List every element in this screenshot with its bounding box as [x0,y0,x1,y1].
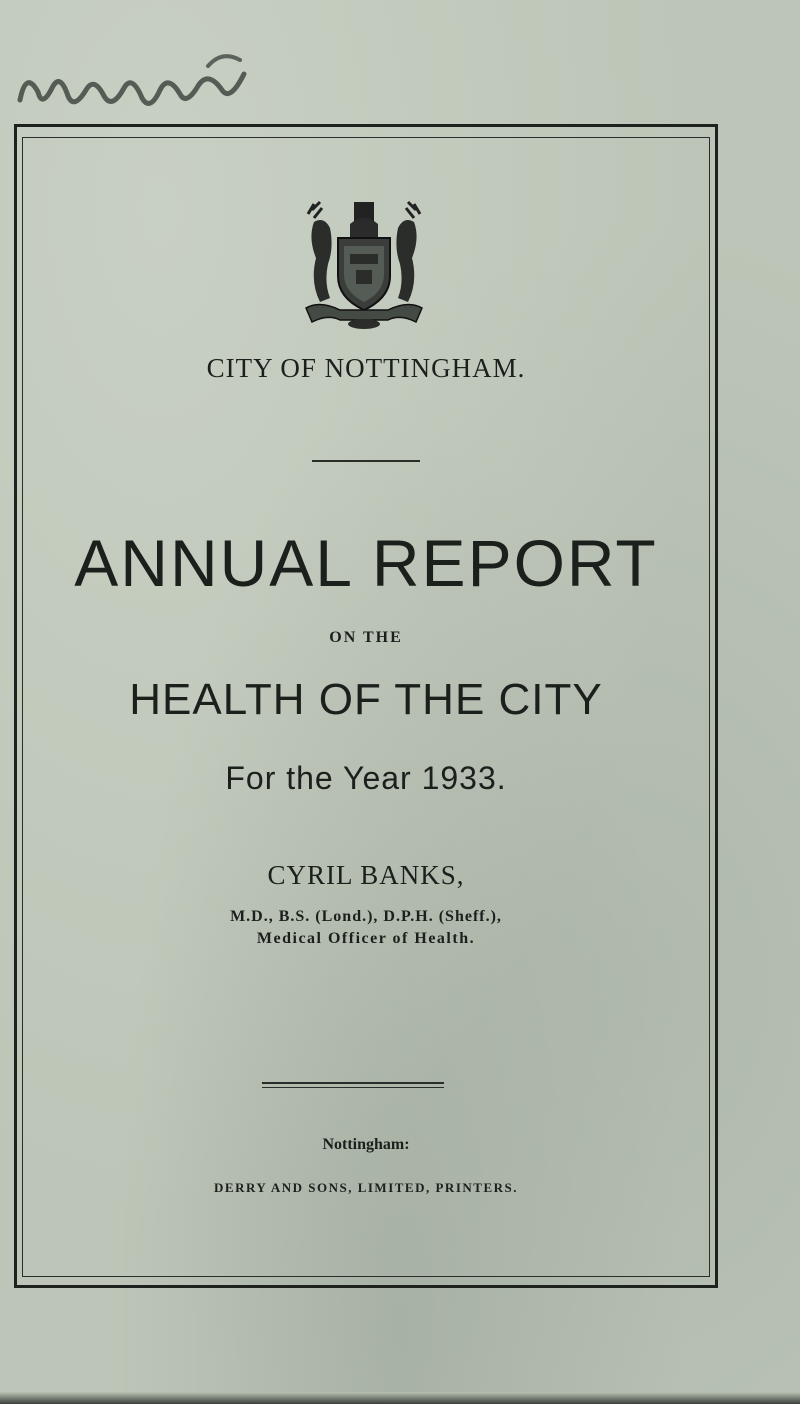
printer-name: DERRY AND SONS, LIMITED, PRINTERS. [214,1180,518,1195]
title-connector: ON THE [329,629,403,646]
report-year: For the Year 1933. [225,760,507,796]
handwritten-scribble [8,30,288,120]
report-title: ANNUAL REPORT [74,526,658,600]
page-bottom-edge [0,1392,800,1404]
author-name: CYRIL BANKS, [267,860,465,890]
double-divider-rule [262,1082,444,1088]
city-coat-of-arms-icon [300,198,428,330]
author-degrees: M.D., B.S. (Lond.), D.P.H. (Sheff.), [230,908,502,925]
divider-rule [312,460,420,462]
city-name: CITY OF NOTTINGHAM. [206,353,526,383]
publication-place: Nottingham: [322,1136,410,1153]
author-position: Medical Officer of Health. [256,930,476,947]
report-subject: HEALTH OF THE CITY [129,675,603,724]
